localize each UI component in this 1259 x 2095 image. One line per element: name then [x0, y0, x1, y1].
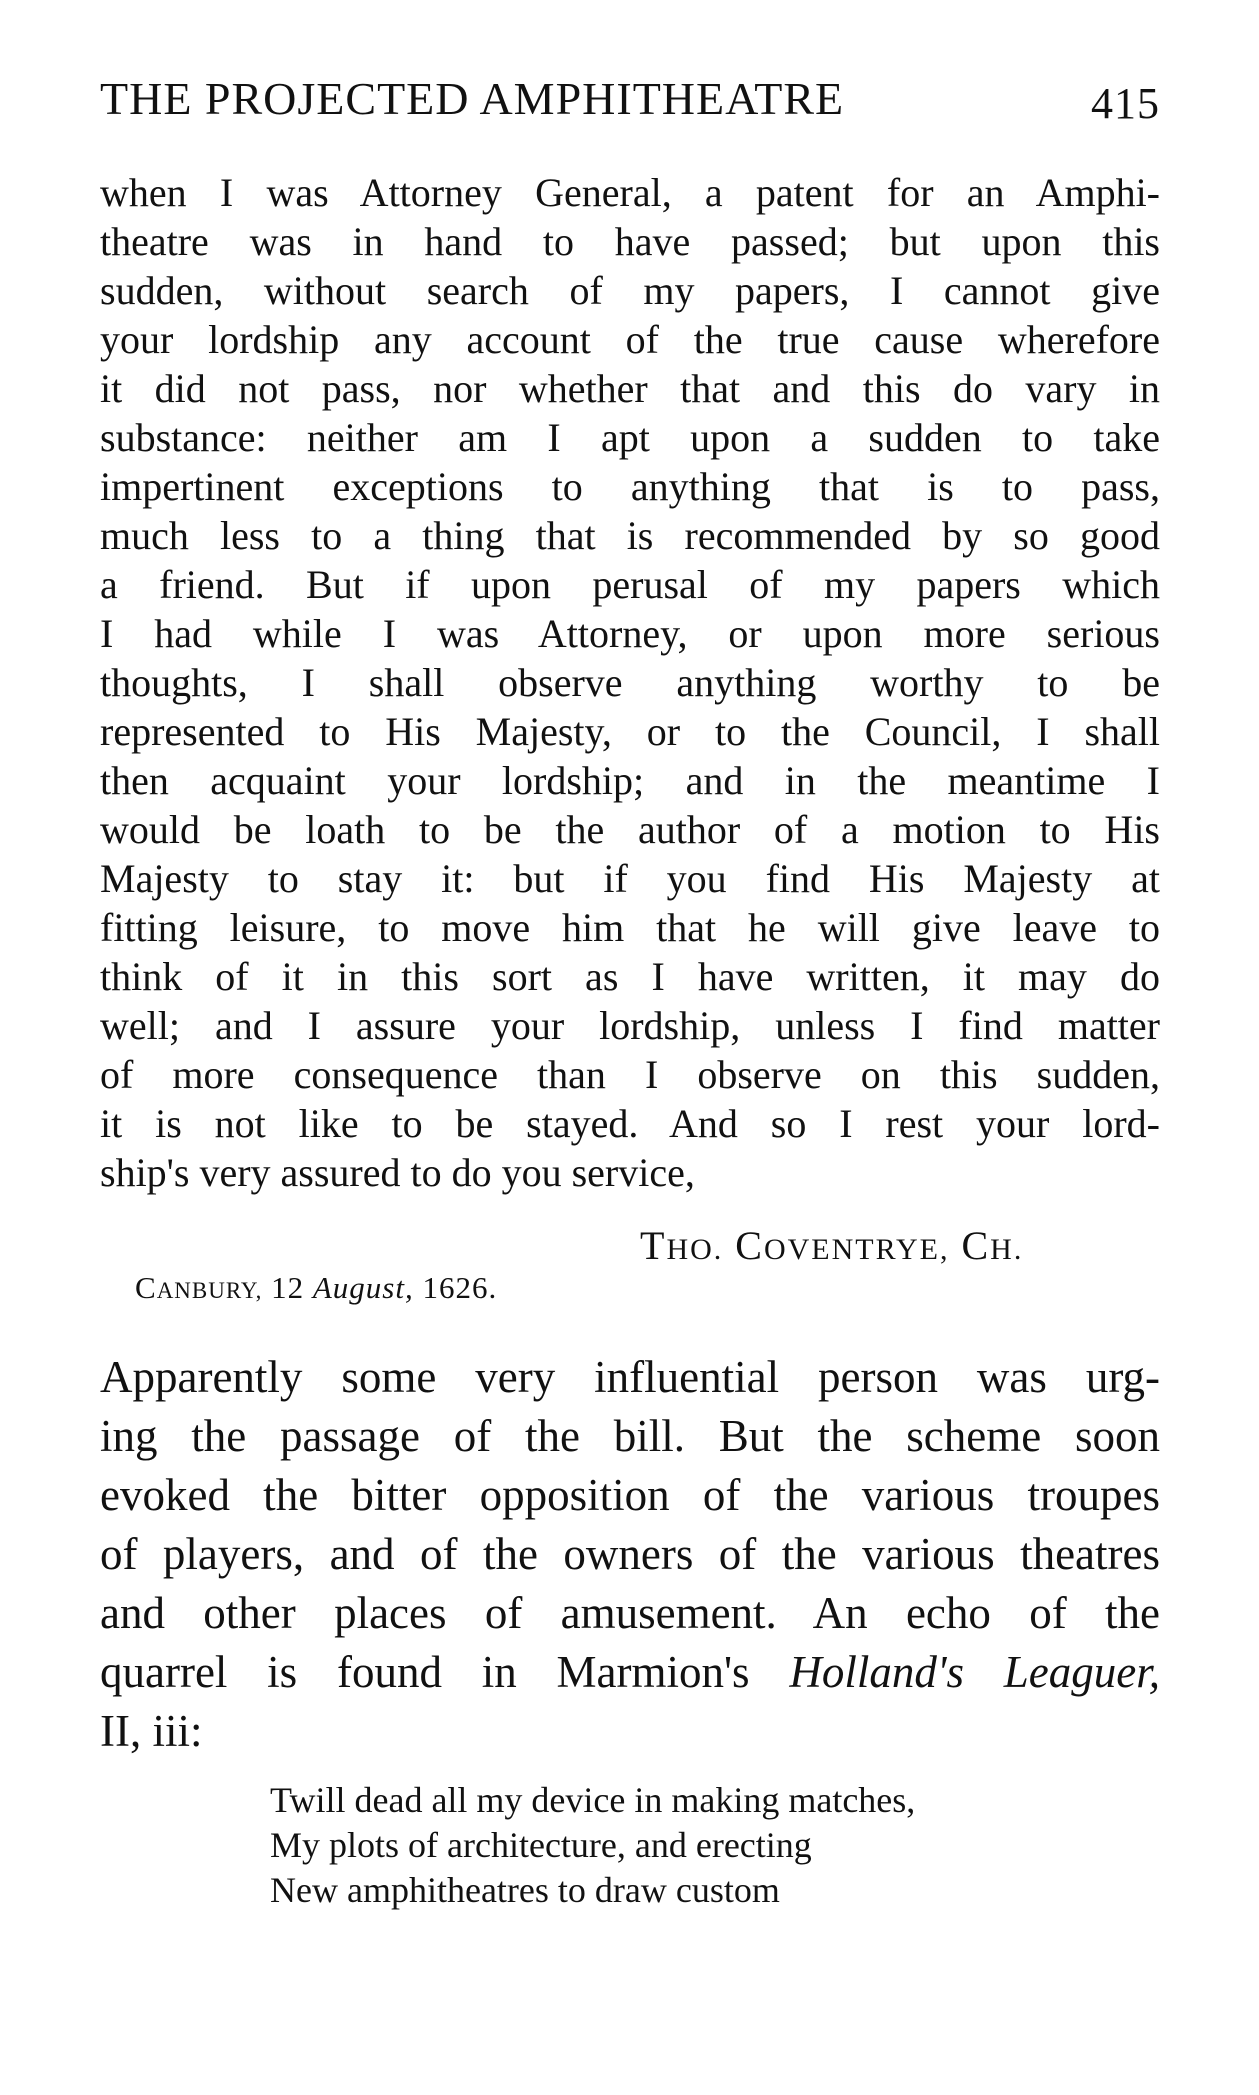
letter-line: fitting leisure, to move him that he will give leave to — [100, 905, 1160, 950]
paragraph-line: evoked the bitter opposition of the various troupes — [100, 1470, 1160, 1520]
letter-line: it is not like to be stayed. And so I rest your lord- — [100, 1101, 1160, 1146]
letter-line: of more consequence than I observe on this sudden, — [100, 1052, 1160, 1097]
letter-line: much less to a thing that is recommended by so good — [100, 513, 1160, 558]
letter-line: it did not pass, nor whether that and this do vary in — [100, 366, 1160, 411]
book-title: Holland's Leaguer, — [789, 1647, 1160, 1697]
page-number: 415 — [1091, 79, 1160, 128]
letter-line: your lordship any account of the true cause wherefore — [100, 317, 1160, 362]
letter-line: think of it in this sort as I have written, it may do — [100, 954, 1160, 999]
letter-line: I had while I was Attorney, or upon more serious — [100, 611, 1160, 656]
signature-smallcaps: OVENTRYE, — [763, 1233, 950, 1266]
verse-line: My plots of architecture, and erecting — [270, 1825, 812, 1865]
dateline-month: August, — [312, 1270, 414, 1305]
paragraph-line: Apparently some very influential person was urg- — [100, 1352, 1160, 1402]
signature-smallcaps: H. — [990, 1233, 1024, 1266]
letter-line: a friend. But if upon perusal of my papers which — [100, 562, 1160, 607]
verse-quotation — [270, 1778, 915, 1913]
dateline-place: ANBURY, — [156, 1278, 263, 1303]
paragraph-line — [100, 1643, 1160, 1702]
letter-line: sudden, without search of my papers, I cannot give — [100, 268, 1160, 313]
dateline-initial: C — [135, 1270, 157, 1305]
paragraph-line: and other places of amusement. An echo of the — [100, 1588, 1160, 1638]
signature-smallcaps: HO. — [666, 1233, 724, 1266]
paragraph-line: ing the passage of the bill. But the scheme soon — [100, 1411, 1160, 1461]
letter-line: well; and I assure your lordship, unless I find matter — [100, 1003, 1160, 1048]
letter-line: thoughts, I shall observe anything worthy to be — [100, 660, 1160, 705]
signature-initial: T — [640, 1223, 667, 1268]
signature-initial: C — [735, 1223, 764, 1268]
verse-line: Twill dead all my device in making matches, — [270, 1780, 916, 1820]
letter-line: represented to His Majesty, or to the Council, I shall — [100, 709, 1160, 754]
verse-line: New amphitheatres to draw custom — [270, 1870, 780, 1910]
letter-line: theatre was in hand to have passed; but upon this — [100, 219, 1160, 264]
letter-text — [100, 168, 1160, 1197]
running-head — [100, 72, 1160, 136]
signature-initial: C — [961, 1223, 991, 1268]
letter-signature — [640, 1222, 1023, 1269]
running-title: THE PROJECTED AMPHITHEATRE — [100, 73, 845, 124]
dateline-year: 1626. — [422, 1270, 498, 1305]
letter-dateline — [135, 1270, 497, 1306]
letter-line: when I was Attorney General, a patent for an Amphi- — [100, 170, 1160, 215]
letter-line: substance: neither am I apt upon a sudden to take — [100, 415, 1160, 460]
letter-line: impertinent exceptions to anything that is to pass, — [100, 464, 1160, 509]
body-paragraph — [100, 1348, 1160, 1761]
dateline-day: 12 — [271, 1270, 305, 1305]
paragraph-line-text: quarrel is found in Marmion's — [100, 1647, 750, 1697]
paragraph-line: of players, and of the owners of the various theatres — [100, 1529, 1160, 1579]
paragraph-line: II, iii: — [100, 1706, 203, 1756]
letter-line: then acquaint your lordship; and in the meantime I — [100, 758, 1160, 803]
letter-line: would be loath to be the author of a motion to His — [100, 807, 1160, 852]
letter-line: ship's very assured to do you service, — [100, 1150, 695, 1195]
letter-line: Majesty to stay it: but if you find His Majesty at — [100, 856, 1160, 901]
